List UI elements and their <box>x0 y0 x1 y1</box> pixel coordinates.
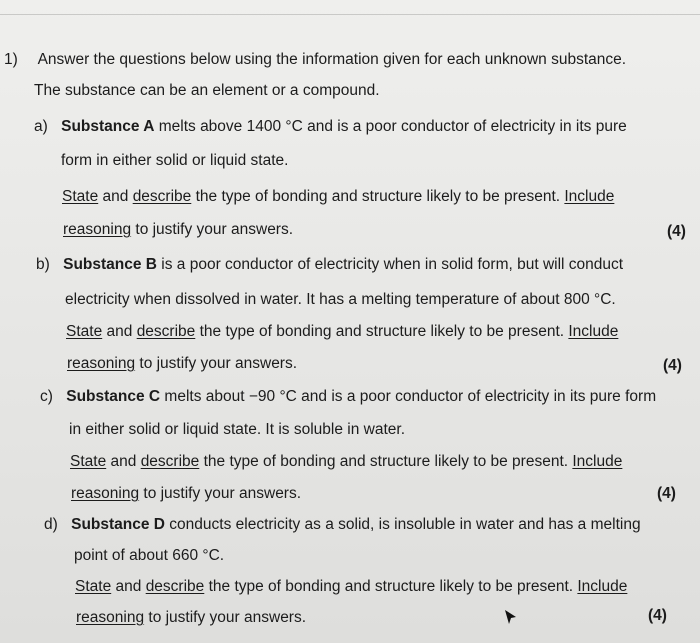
instruction-state: State <box>62 188 99 205</box>
part-a-substance-name: Substance A <box>61 118 155 135</box>
instruction-include: Include <box>577 578 628 595</box>
instruction-state: State <box>70 453 107 470</box>
instruction-and: and <box>106 453 141 470</box>
instruction-middle: the type of bonding and structure likely to be present. <box>191 188 565 205</box>
part-d-line-1 <box>44 515 641 535</box>
part-b-letter: b) <box>36 256 50 273</box>
part-b-text: is a poor conductor of electricity when in solid form, but will conduct <box>157 256 624 273</box>
part-c-line-1 <box>40 387 656 407</box>
instruction-middle: the type of bonding and structure likely to be present. <box>195 323 569 340</box>
instruction-describe: describe <box>145 578 205 595</box>
part-b-substance-name: Substance B <box>63 256 157 273</box>
instruction-state: State <box>75 578 112 595</box>
question-1-intro-line-2 <box>34 81 380 101</box>
instruction-describe: describe <box>136 323 196 340</box>
part-a-line-2 <box>61 151 288 171</box>
part-c-text: melts about −90 °C and is a poor conductor of electricity in its pure form <box>160 388 657 405</box>
question-intro-text-2: The substance can be an element or a compound. <box>34 82 380 99</box>
part-c-instruction-line-2 <box>71 484 301 504</box>
instruction-end: to justify your answers. <box>131 221 294 238</box>
instruction-and: and <box>98 188 133 205</box>
part-b-marks: (4) <box>663 357 682 374</box>
instruction-describe: describe <box>140 453 200 470</box>
part-a-letter: a) <box>34 118 48 135</box>
part-c-instruction-line-1 <box>70 452 622 472</box>
part-b-text-2: electricity when dissolved in water. It has a melting temperature of about 800 °C. <box>65 291 616 308</box>
instruction-end: to justify your answers. <box>144 609 307 626</box>
part-d-instruction-line-1 <box>75 577 627 597</box>
part-d-instruction-line-2 <box>76 608 306 628</box>
part-d-marks: (4) <box>648 607 667 624</box>
instruction-and: and <box>102 323 137 340</box>
part-a-text: melts above 1400 °C and is a poor conductor of electricity in its pure <box>154 118 627 135</box>
part-a-line-1 <box>34 117 627 137</box>
instruction-reasoning: reasoning <box>71 485 140 502</box>
part-a-instruction-line-2 <box>63 220 293 240</box>
part-d-text-2: point of about 660 °C. <box>74 547 225 564</box>
part-d-letter: d) <box>44 516 58 533</box>
part-b-instruction-line-2 <box>67 354 297 374</box>
instruction-end: to justify your answers. <box>135 355 298 372</box>
part-a-instruction-line-1 <box>62 187 614 207</box>
part-b-instruction-line-1 <box>66 322 618 342</box>
part-d-line-2 <box>74 546 224 566</box>
instruction-include: Include <box>564 188 615 205</box>
part-a-marks: (4) <box>667 223 686 240</box>
page-edge-line <box>0 14 700 15</box>
mouse-pointer-icon <box>503 609 517 625</box>
part-b-line-1 <box>36 255 623 275</box>
part-d-substance-name: Substance D <box>71 516 165 533</box>
instruction-include: Include <box>572 453 623 470</box>
instruction-describe: describe <box>132 188 192 205</box>
part-a-text-2: form in either solid or liquid state. <box>61 152 289 169</box>
part-c-letter: c) <box>40 388 53 405</box>
instruction-reasoning: reasoning <box>76 609 145 626</box>
part-d-text: conducts electricity as a solid, is insoluble in water and has a melting <box>165 516 641 533</box>
instruction-middle: the type of bonding and structure likely to be present. <box>199 453 573 470</box>
part-b-line-2 <box>65 290 616 310</box>
instruction-include: Include <box>568 323 619 340</box>
instruction-reasoning: reasoning <box>67 355 136 372</box>
part-c-line-2 <box>69 420 405 440</box>
question-intro-text: Answer the questions below using the information given for each unknown substance. <box>37 51 627 68</box>
part-c-substance-name: Substance C <box>66 388 161 405</box>
part-c-text-2: in either solid or liquid state. It is soluble in water. <box>69 421 406 438</box>
instruction-reasoning: reasoning <box>63 221 132 238</box>
question-1-intro-line-1 <box>4 50 626 70</box>
instruction-end: to justify your answers. <box>139 485 302 502</box>
part-c-marks: (4) <box>657 485 676 502</box>
question-number: 1) <box>4 51 18 68</box>
instruction-state: State <box>66 323 103 340</box>
instruction-middle: the type of bonding and structure likely to be present. <box>204 578 578 595</box>
instruction-and: and <box>111 578 146 595</box>
